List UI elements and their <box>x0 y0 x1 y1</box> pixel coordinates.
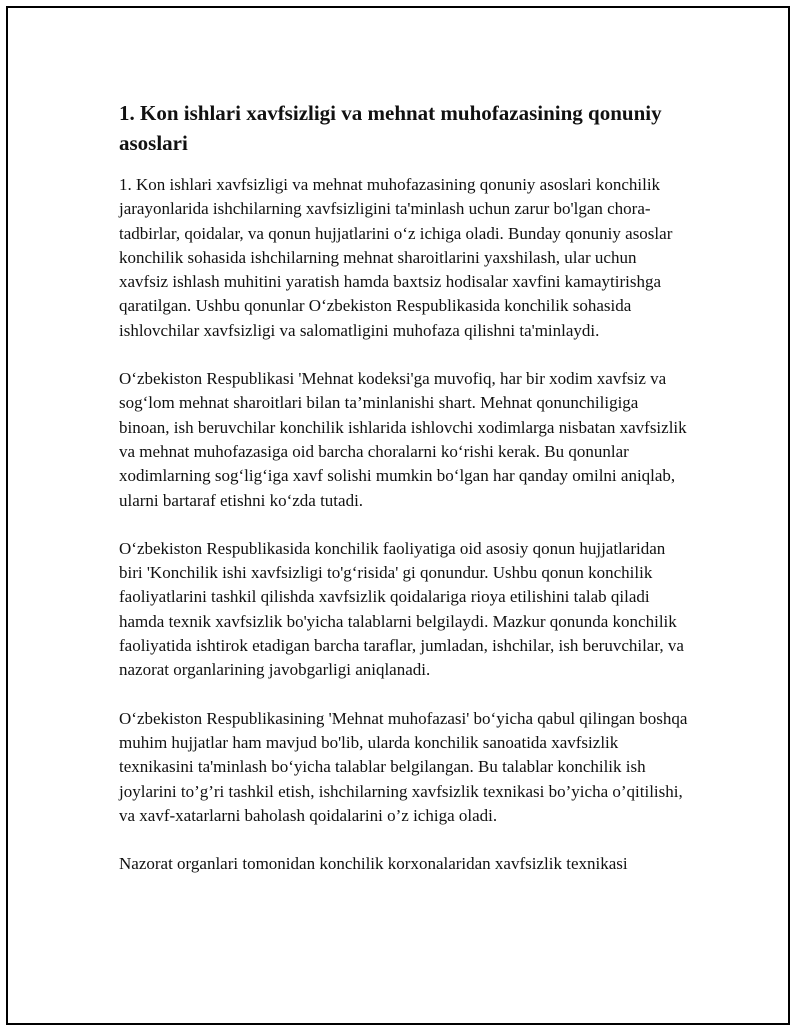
paragraph: Nazorat organlari tomonidan konchilik korxonalaridan xavfsizlik texnikasi <box>119 854 628 874</box>
document-heading: 1. Kon ishlari xavfsizligi va mehnat muhofazasining qonuniy asoslari <box>119 101 662 155</box>
paragraph: O‘zbekiston Respublikasi 'Mehnat kodeksi'ga muvofiq, har bir xodim xavfsiz va sog‘lom mehnat sharoitlari bilan ta’minlanishi shart. Mehnat qonunchiligiga binoan, ish beruvchilar konchilik ishlarida ishlovchi xodimlarga nisbatan xavfsizlik va mehnat muhofazasiga oid barcha choralarni ko‘rishi kerak. Bu qonunlar xodimlarning sog‘lig‘iga xavf solishi mumkin bo‘lgan har qanday omilni aniqlab, ularni bartaraf etishni ko‘zda tutadi. <box>119 369 687 510</box>
page-frame <box>6 6 790 1025</box>
document-body <box>119 98 689 900</box>
paragraph: O‘zbekiston Respublikasining 'Mehnat muhofazasi' bo‘yicha qabul qilingan boshqa muhim hujjatlar ham mavjud bo'lib, ularda konchilik sanoatida xavfsizlik texnikasini ta'minlash bo‘yicha talablar belgilangan. Bu talablar konchilik ish joylarini to’g’ri tashkil etish, ishchilarning xavfsizlik texnikasi bo’yicha o’qitilishi, va xavf-xatarlarni baholash qoidalarini o’z ichiga oladi. <box>119 708 688 825</box>
paragraph: 1. Kon ishlari xavfsizligi va mehnat muhofazasining qonuniy asoslari konchilik jarayonlarida ishchilarning xavfsizligini ta'minlash uchun zarur bo'lgan chora-tadbirlar, qoidalar, va qonun hujjatlarini o‘z ichiga oladi. Bunday qonuniy asoslar konchilik sohasida ishchilarning mehnat sharoitlarini yaxshilash, ular uchun xavfsiz ishlash muhitini yaratish hamda baxtsiz hodisalar xavfini kamaytirishga qaratilgan. Ushbu qonunlar O‘zbekiston Respublikasida konchilik sohasida ishlovchilar xavfsizligi va salomatligini muhofaza qilishni ta'minlaydi. <box>119 175 673 340</box>
paragraph: O‘zbekiston Respublikasida konchilik faoliyatiga oid asosiy qonun hujjatlaridan biri 'Konchilik ishi xavfsizligi to'g‘risida' gi qonundur. Ushbu qonun konchilik faoliyatlarini tashkil qilishda xavfsizlik qoidalariga rioya etilishini talab qiladi hamda texnik xavfsizlik bo'yicha talablarni belgilaydi. Mazkur qonunda konchilik faoliyatida ishtirok etadigan barcha taraflar, jumladan, ishchilar, ish beruvchilar, va nazorat organlarining javobgarligi aniqlanadi. <box>119 538 684 680</box>
